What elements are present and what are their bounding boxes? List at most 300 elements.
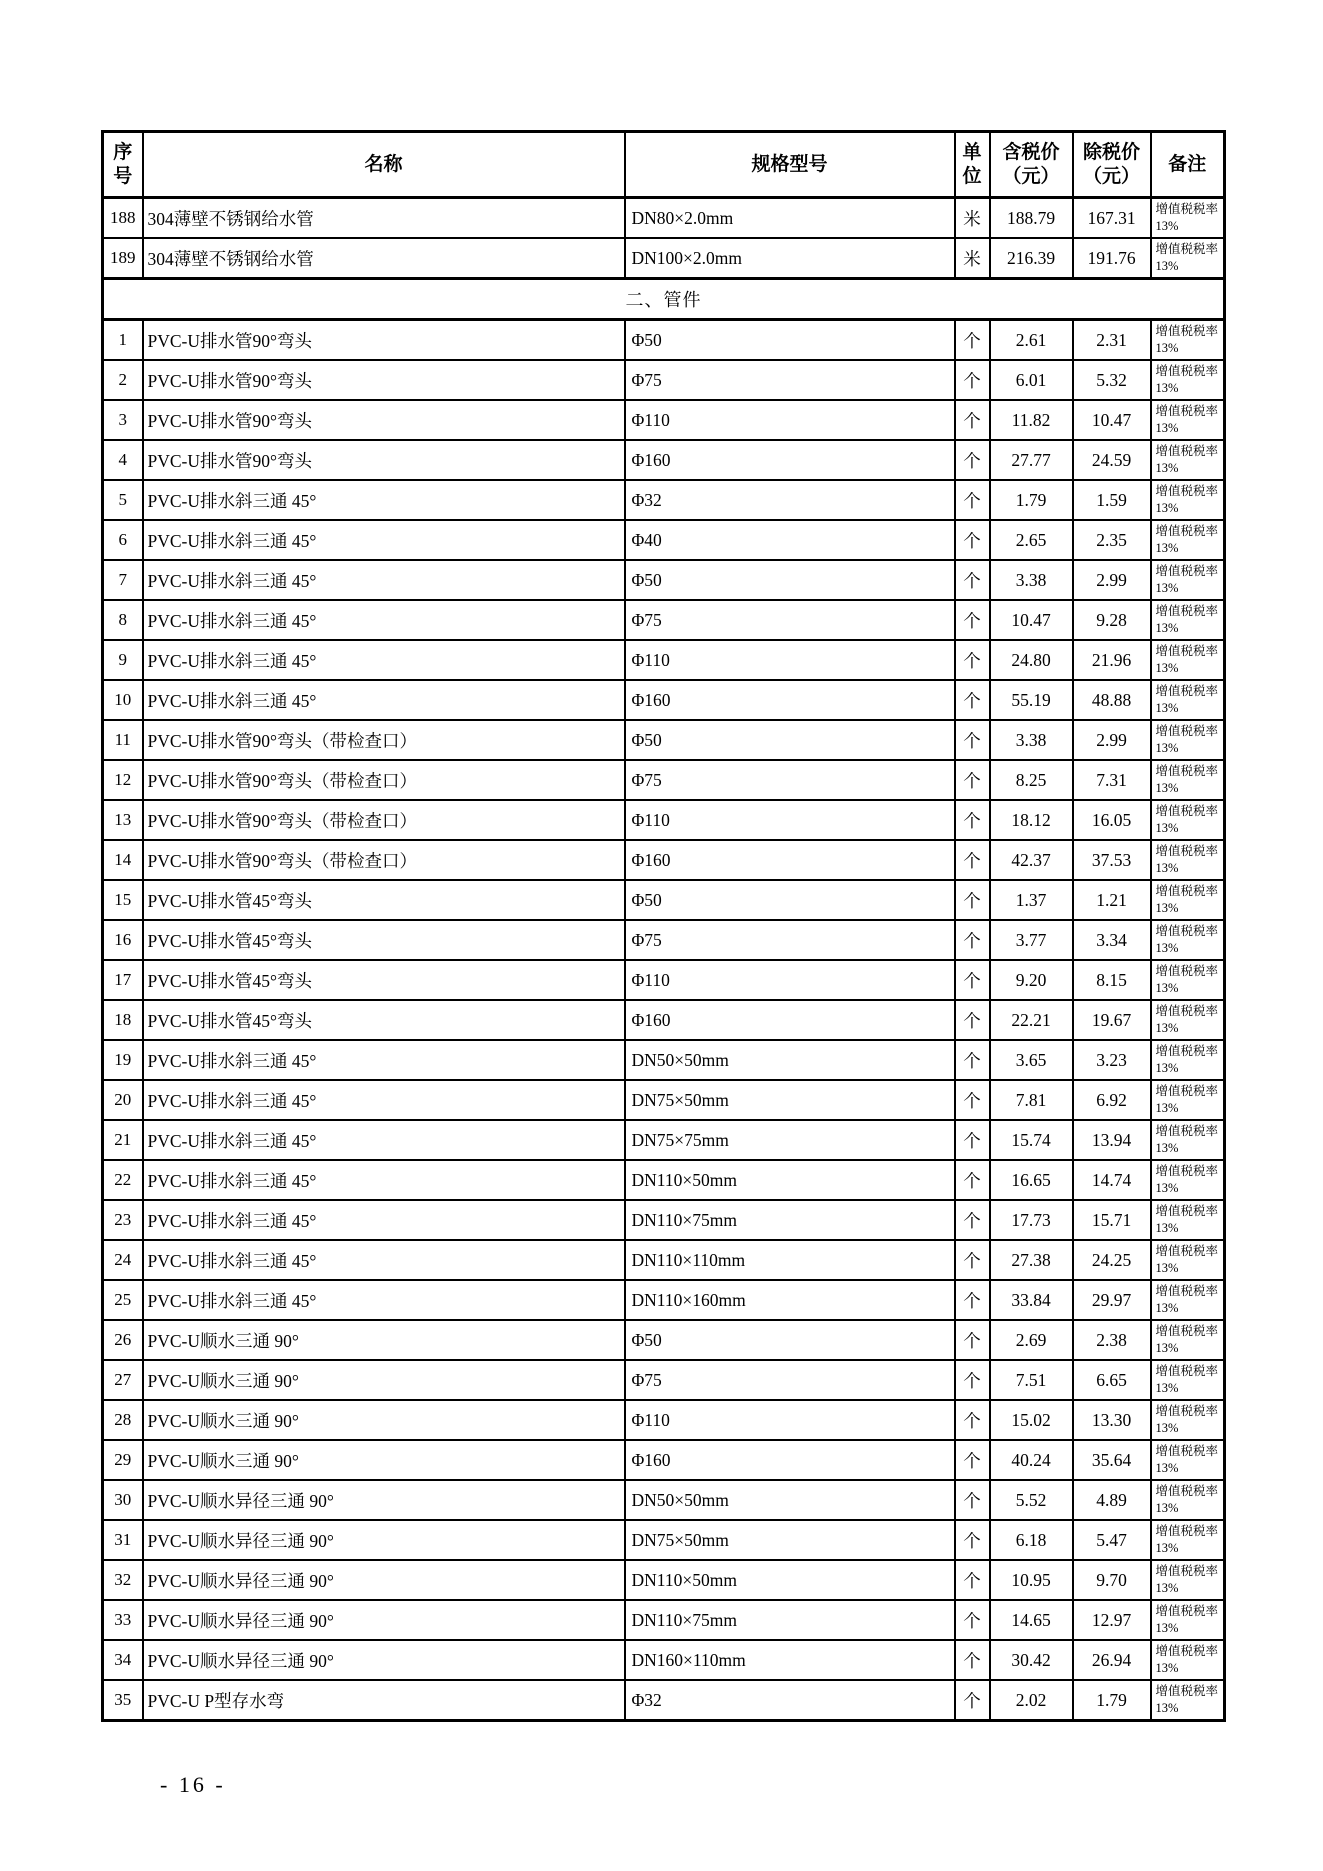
cell-name: PVC-U排水管90°弯头（带检查口）: [143, 720, 625, 760]
cell-remark: 增值税税率13%: [1151, 1520, 1225, 1560]
cell-price-incl-tax: 7.81: [990, 1080, 1073, 1120]
cell-price-incl-tax: 15.02: [990, 1400, 1073, 1440]
cell-serial: 29: [103, 1440, 143, 1480]
cell-remark: 增值税税率13%: [1151, 560, 1225, 600]
cell-serial: 6: [103, 520, 143, 560]
table-row: [103, 680, 1225, 720]
cell-remark: 增值税税率13%: [1151, 640, 1225, 680]
table-row: [103, 1080, 1225, 1120]
cell-remark: 增值税税率13%: [1151, 440, 1225, 480]
cell-price-excl-tax: 12.97: [1073, 1600, 1151, 1640]
cell-unit: 个: [955, 960, 990, 1000]
cell-name: PVC-U排水斜三通 45°: [143, 560, 625, 600]
cell-price-incl-tax: 27.77: [990, 440, 1073, 480]
cell-price-incl-tax: 55.19: [990, 680, 1073, 720]
table-row: [103, 1520, 1225, 1560]
cell-serial: 12: [103, 760, 143, 800]
cell-spec: Φ110: [625, 400, 955, 440]
cell-serial: 17: [103, 960, 143, 1000]
cell-name: PVC-U顺水三通 90°: [143, 1400, 625, 1440]
cell-price-incl-tax: 2.61: [990, 320, 1073, 361]
cell-price-excl-tax: 26.94: [1073, 1640, 1151, 1680]
table-row: [103, 880, 1225, 920]
table-row: [103, 1640, 1225, 1680]
table-row: [103, 400, 1225, 440]
table-row: [103, 1280, 1225, 1320]
cell-unit: 个: [955, 360, 990, 400]
section-label: 二、管件: [103, 279, 1225, 320]
cell-price-incl-tax: 188.79: [990, 198, 1073, 239]
cell-price-excl-tax: 1.21: [1073, 880, 1151, 920]
cell-price-excl-tax: 35.64: [1073, 1440, 1151, 1480]
header-unit: 单位: [955, 132, 990, 198]
cell-remark: 增值税税率13%: [1151, 480, 1225, 520]
cell-name: PVC-U顺水异径三通 90°: [143, 1640, 625, 1680]
cell-price-excl-tax: 9.70: [1073, 1560, 1151, 1600]
cell-price-excl-tax: 2.99: [1073, 560, 1151, 600]
cell-name: PVC-U排水管45°弯头: [143, 920, 625, 960]
cell-price-excl-tax: 10.47: [1073, 400, 1151, 440]
cell-serial: 15: [103, 880, 143, 920]
cell-price-excl-tax: 15.71: [1073, 1200, 1151, 1240]
table-row: [103, 360, 1225, 400]
cell-remark: 增值税税率13%: [1151, 880, 1225, 920]
cell-name: 304薄壁不锈钢给水管: [143, 198, 625, 239]
cell-remark: 增值税税率13%: [1151, 238, 1225, 279]
cell-unit: 个: [955, 640, 990, 680]
cell-price-incl-tax: 8.25: [990, 760, 1073, 800]
cell-remark: 增值税税率13%: [1151, 360, 1225, 400]
cell-price-excl-tax: 2.38: [1073, 1320, 1151, 1360]
cell-price-excl-tax: 48.88: [1073, 680, 1151, 720]
cell-remark: 增值税税率13%: [1151, 920, 1225, 960]
cell-remark: 增值税税率13%: [1151, 960, 1225, 1000]
cell-name: PVC-U排水管90°弯头: [143, 320, 625, 361]
cell-remark: 增值税税率13%: [1151, 1160, 1225, 1200]
cell-spec: Φ160: [625, 1000, 955, 1040]
table-row: [103, 480, 1225, 520]
cell-serial: 9: [103, 640, 143, 680]
cell-serial: 13: [103, 800, 143, 840]
cell-unit: 个: [955, 400, 990, 440]
cell-name: PVC-U排水管90°弯头: [143, 440, 625, 480]
cell-name: 304薄壁不锈钢给水管: [143, 238, 625, 279]
cell-serial: 16: [103, 920, 143, 960]
cell-spec: DN75×50mm: [625, 1520, 955, 1560]
cell-name: PVC-U排水管90°弯头（带检查口）: [143, 800, 625, 840]
cell-name: PVC-U排水斜三通 45°: [143, 600, 625, 640]
cell-serial: 30: [103, 1480, 143, 1520]
cell-remark: 增值税税率13%: [1151, 1680, 1225, 1721]
table-row: [103, 560, 1225, 600]
cell-name: PVC-U排水斜三通 45°: [143, 1280, 625, 1320]
table-row: [103, 1200, 1225, 1240]
cell-price-excl-tax: 191.76: [1073, 238, 1151, 279]
header-price-excl-tax: 除税价（元）: [1073, 132, 1151, 198]
cell-price-excl-tax: 2.35: [1073, 520, 1151, 560]
cell-name: PVC-U排水斜三通 45°: [143, 1120, 625, 1160]
cell-price-excl-tax: 5.47: [1073, 1520, 1151, 1560]
cell-name: PVC-U排水管90°弯头（带检查口）: [143, 760, 625, 800]
cell-name: PVC-U排水斜三通 45°: [143, 1240, 625, 1280]
cell-price-incl-tax: 24.80: [990, 640, 1073, 680]
cell-name: PVC-U顺水三通 90°: [143, 1360, 625, 1400]
cell-price-excl-tax: 24.59: [1073, 440, 1151, 480]
table-row: [103, 640, 1225, 680]
cell-unit: 个: [955, 1000, 990, 1040]
cell-serial: 31: [103, 1520, 143, 1560]
cell-price-excl-tax: 3.23: [1073, 1040, 1151, 1080]
cell-spec: DN110×50mm: [625, 1560, 955, 1600]
cell-unit: 个: [955, 1680, 990, 1721]
cell-unit: 个: [955, 1080, 990, 1120]
cell-price-excl-tax: 19.67: [1073, 1000, 1151, 1040]
cell-price-excl-tax: 2.31: [1073, 320, 1151, 361]
cell-unit: 个: [955, 1360, 990, 1400]
cell-unit: 个: [955, 1320, 990, 1360]
cell-remark: 增值税税率13%: [1151, 1280, 1225, 1320]
cell-remark: 增值税税率13%: [1151, 840, 1225, 880]
cell-remark: 增值税税率13%: [1151, 400, 1225, 440]
cell-price-incl-tax: 40.24: [990, 1440, 1073, 1480]
cell-spec: Φ160: [625, 440, 955, 480]
table-row: [103, 600, 1225, 640]
table-row: [103, 520, 1225, 560]
table-row: [103, 1040, 1225, 1080]
cell-spec: Φ75: [625, 600, 955, 640]
cell-unit: 个: [955, 800, 990, 840]
table-row: [103, 1560, 1225, 1600]
cell-remark: 增值税税率13%: [1151, 760, 1225, 800]
cell-serial: 34: [103, 1640, 143, 1680]
cell-price-incl-tax: 15.74: [990, 1120, 1073, 1160]
cell-spec: Φ50: [625, 1320, 955, 1360]
cell-price-excl-tax: 2.99: [1073, 720, 1151, 760]
cell-price-excl-tax: 1.59: [1073, 480, 1151, 520]
cell-unit: 个: [955, 520, 990, 560]
cell-serial: 14: [103, 840, 143, 880]
table-row: [103, 1360, 1225, 1400]
cell-spec: DN160×110mm: [625, 1640, 955, 1680]
table-row: [103, 440, 1225, 480]
cell-remark: 增值税税率13%: [1151, 320, 1225, 361]
cell-name: PVC-U顺水异径三通 90°: [143, 1480, 625, 1520]
cell-price-excl-tax: 5.32: [1073, 360, 1151, 400]
cell-price-incl-tax: 3.65: [990, 1040, 1073, 1080]
cell-serial: 20: [103, 1080, 143, 1120]
table-row: [103, 1680, 1225, 1721]
cell-name: PVC-U顺水异径三通 90°: [143, 1560, 625, 1600]
cell-spec: Φ75: [625, 920, 955, 960]
cell-unit: 个: [955, 680, 990, 720]
cell-price-excl-tax: 21.96: [1073, 640, 1151, 680]
cell-price-incl-tax: 30.42: [990, 1640, 1073, 1680]
cell-unit: 个: [955, 1120, 990, 1160]
cell-unit: 个: [955, 480, 990, 520]
cell-price-incl-tax: 18.12: [990, 800, 1073, 840]
cell-spec: Φ110: [625, 800, 955, 840]
cell-serial: 189: [103, 238, 143, 279]
cell-serial: 23: [103, 1200, 143, 1240]
cell-unit: 个: [955, 560, 990, 600]
cell-price-incl-tax: 27.38: [990, 1240, 1073, 1280]
table-row: [103, 1600, 1225, 1640]
cell-serial: 25: [103, 1280, 143, 1320]
cell-unit: 个: [955, 1160, 990, 1200]
table-row: [103, 238, 1225, 279]
cell-spec: DN110×75mm: [625, 1600, 955, 1640]
cell-spec: Φ32: [625, 1680, 955, 1721]
cell-price-incl-tax: 42.37: [990, 840, 1073, 880]
cell-price-excl-tax: 8.15: [1073, 960, 1151, 1000]
cell-price-excl-tax: 14.74: [1073, 1160, 1151, 1200]
cell-spec: Φ50: [625, 320, 955, 361]
cell-remark: 增值税税率13%: [1151, 600, 1225, 640]
cell-serial: 1: [103, 320, 143, 361]
cell-remark: 增值税税率13%: [1151, 680, 1225, 720]
cell-spec: DN110×75mm: [625, 1200, 955, 1240]
cell-name: PVC-U排水管45°弯头: [143, 880, 625, 920]
table-row: [103, 1240, 1225, 1280]
cell-unit: 个: [955, 1440, 990, 1480]
cell-unit: 米: [955, 238, 990, 279]
cell-serial: 27: [103, 1360, 143, 1400]
cell-price-incl-tax: 11.82: [990, 400, 1073, 440]
cell-price-incl-tax: 10.47: [990, 600, 1073, 640]
cell-price-incl-tax: 14.65: [990, 1600, 1073, 1640]
cell-remark: 增值税税率13%: [1151, 198, 1225, 239]
cell-spec: Φ110: [625, 1400, 955, 1440]
table-row: [103, 1160, 1225, 1200]
cell-unit: 个: [955, 440, 990, 480]
cell-remark: 增值税税率13%: [1151, 1120, 1225, 1160]
cell-price-excl-tax: 24.25: [1073, 1240, 1151, 1280]
cell-unit: 个: [955, 600, 990, 640]
cell-price-incl-tax: 3.38: [990, 560, 1073, 600]
cell-unit: 个: [955, 1040, 990, 1080]
cell-spec: DN75×75mm: [625, 1120, 955, 1160]
cell-price-excl-tax: 16.05: [1073, 800, 1151, 840]
cell-unit: 个: [955, 1200, 990, 1240]
cell-price-incl-tax: 16.65: [990, 1160, 1073, 1200]
cell-price-excl-tax: 4.89: [1073, 1480, 1151, 1520]
table-row: [103, 840, 1225, 880]
cell-serial: 32: [103, 1560, 143, 1600]
cell-remark: 增值税税率13%: [1151, 1240, 1225, 1280]
cell-unit: 个: [955, 320, 990, 361]
table-row: [103, 1000, 1225, 1040]
header-price-incl-tax: 含税价（元）: [990, 132, 1073, 198]
cell-unit: 个: [955, 840, 990, 880]
cell-remark: 增值税税率13%: [1151, 720, 1225, 760]
cell-name: PVC-U排水斜三通 45°: [143, 1160, 625, 1200]
cell-serial: 33: [103, 1600, 143, 1640]
cell-unit: 个: [955, 880, 990, 920]
table-row: [103, 1400, 1225, 1440]
cell-spec: Φ160: [625, 840, 955, 880]
table-row: [103, 720, 1225, 760]
cell-unit: 个: [955, 1640, 990, 1680]
cell-serial: 3: [103, 400, 143, 440]
cell-spec: Φ75: [625, 760, 955, 800]
cell-serial: 2: [103, 360, 143, 400]
cell-unit: 个: [955, 1400, 990, 1440]
cell-spec: Φ75: [625, 360, 955, 400]
cell-price-incl-tax: 216.39: [990, 238, 1073, 279]
cell-serial: 5: [103, 480, 143, 520]
cell-unit: 个: [955, 1560, 990, 1600]
cell-serial: 8: [103, 600, 143, 640]
cell-serial: 18: [103, 1000, 143, 1040]
cell-price-incl-tax: 22.21: [990, 1000, 1073, 1040]
cell-spec: Φ110: [625, 640, 955, 680]
price-table-body: [103, 198, 1225, 1721]
cell-name: PVC-U排水管90°弯头（带检查口）: [143, 840, 625, 880]
cell-spec: DN110×50mm: [625, 1160, 955, 1200]
cell-price-incl-tax: 6.18: [990, 1520, 1073, 1560]
table-header-row: [103, 132, 1225, 198]
cell-serial: 4: [103, 440, 143, 480]
cell-serial: 11: [103, 720, 143, 760]
header-serial: 序号: [103, 132, 143, 198]
cell-remark: 增值税税率13%: [1151, 1480, 1225, 1520]
table-row: [103, 198, 1225, 239]
cell-serial: 28: [103, 1400, 143, 1440]
cell-price-incl-tax: 3.77: [990, 920, 1073, 960]
cell-unit: 个: [955, 1480, 990, 1520]
cell-name: PVC-U排水斜三通 45°: [143, 1080, 625, 1120]
cell-spec: Φ110: [625, 960, 955, 1000]
cell-price-excl-tax: 37.53: [1073, 840, 1151, 880]
cell-unit: 个: [955, 920, 990, 960]
cell-name: PVC-U顺水三通 90°: [143, 1440, 625, 1480]
cell-price-excl-tax: 1.79: [1073, 1680, 1151, 1721]
cell-remark: 增值税税率13%: [1151, 1360, 1225, 1400]
cell-spec: Φ50: [625, 880, 955, 920]
cell-spec: DN110×160mm: [625, 1280, 955, 1320]
header-remark: 备注: [1151, 132, 1225, 198]
cell-price-incl-tax: 7.51: [990, 1360, 1073, 1400]
cell-remark: 增值税税率13%: [1151, 520, 1225, 560]
cell-spec: DN50×50mm: [625, 1480, 955, 1520]
cell-name: PVC-U排水斜三通 45°: [143, 680, 625, 720]
cell-remark: 增值税税率13%: [1151, 1000, 1225, 1040]
cell-name: PVC-U排水管45°弯头: [143, 960, 625, 1000]
cell-serial: 26: [103, 1320, 143, 1360]
cell-remark: 增值税税率13%: [1151, 800, 1225, 840]
cell-serial: 21: [103, 1120, 143, 1160]
table-row: [103, 1320, 1225, 1360]
cell-unit: 个: [955, 1240, 990, 1280]
cell-price-incl-tax: 1.79: [990, 480, 1073, 520]
cell-price-incl-tax: 5.52: [990, 1480, 1073, 1520]
cell-remark: 增值税税率13%: [1151, 1320, 1225, 1360]
cell-price-incl-tax: 6.01: [990, 360, 1073, 400]
cell-serial: 35: [103, 1680, 143, 1721]
cell-price-excl-tax: 3.34: [1073, 920, 1151, 960]
cell-remark: 增值税税率13%: [1151, 1200, 1225, 1240]
cell-spec: DN80×2.0mm: [625, 198, 955, 239]
cell-name: PVC-U排水管90°弯头: [143, 400, 625, 440]
cell-spec: Φ160: [625, 680, 955, 720]
cell-serial: 7: [103, 560, 143, 600]
cell-spec: Φ160: [625, 1440, 955, 1480]
cell-price-incl-tax: 17.73: [990, 1200, 1073, 1240]
table-row: [103, 1480, 1225, 1520]
cell-price-incl-tax: 2.65: [990, 520, 1073, 560]
cell-spec: Φ50: [625, 720, 955, 760]
cell-name: PVC-U顺水异径三通 90°: [143, 1600, 625, 1640]
cell-spec: DN75×50mm: [625, 1080, 955, 1120]
cell-spec: DN100×2.0mm: [625, 238, 955, 279]
cell-price-excl-tax: 13.30: [1073, 1400, 1151, 1440]
cell-price-incl-tax: 2.02: [990, 1680, 1073, 1721]
cell-price-excl-tax: 29.97: [1073, 1280, 1151, 1320]
cell-price-excl-tax: 6.92: [1073, 1080, 1151, 1120]
cell-serial: 22: [103, 1160, 143, 1200]
cell-serial: 24: [103, 1240, 143, 1280]
cell-name: PVC-U排水斜三通 45°: [143, 480, 625, 520]
cell-price-incl-tax: 2.69: [990, 1320, 1073, 1360]
cell-unit: 个: [955, 760, 990, 800]
cell-name: PVC-U排水斜三通 45°: [143, 1200, 625, 1240]
cell-price-excl-tax: 9.28: [1073, 600, 1151, 640]
cell-name: PVC-U排水斜三通 45°: [143, 520, 625, 560]
cell-price-incl-tax: 33.84: [990, 1280, 1073, 1320]
price-table: [101, 130, 1226, 1722]
cell-price-incl-tax: 10.95: [990, 1560, 1073, 1600]
table-row: [103, 320, 1225, 361]
cell-serial: 10: [103, 680, 143, 720]
cell-remark: 增值税税率13%: [1151, 1640, 1225, 1680]
cell-price-excl-tax: 6.65: [1073, 1360, 1151, 1400]
cell-spec: Φ50: [625, 560, 955, 600]
cell-remark: 增值税税率13%: [1151, 1400, 1225, 1440]
cell-price-incl-tax: 1.37: [990, 880, 1073, 920]
cell-name: PVC-U排水管90°弯头: [143, 360, 625, 400]
cell-name: PVC-U顺水三通 90°: [143, 1320, 625, 1360]
cell-price-incl-tax: 9.20: [990, 960, 1073, 1000]
table-row: [103, 760, 1225, 800]
cell-price-excl-tax: 7.31: [1073, 760, 1151, 800]
cell-spec: DN110×110mm: [625, 1240, 955, 1280]
cell-unit: 个: [955, 1520, 990, 1560]
cell-serial: 188: [103, 198, 143, 239]
cell-remark: 增值税税率13%: [1151, 1440, 1225, 1480]
cell-serial: 19: [103, 1040, 143, 1080]
table-row: [103, 960, 1225, 1000]
cell-unit: 个: [955, 720, 990, 760]
cell-name: PVC-U排水斜三通 45°: [143, 640, 625, 680]
page-number: - 16 -: [160, 1772, 226, 1797]
cell-unit: 个: [955, 1600, 990, 1640]
section-row: [103, 279, 1225, 320]
table-row: [103, 1120, 1225, 1160]
cell-remark: 增值税税率13%: [1151, 1080, 1225, 1120]
cell-unit: 个: [955, 1280, 990, 1320]
cell-price-excl-tax: 167.31: [1073, 198, 1151, 239]
cell-name: PVC-U排水管45°弯头: [143, 1000, 625, 1040]
cell-name: PVC-U顺水异径三通 90°: [143, 1520, 625, 1560]
header-spec: 规格型号: [625, 132, 955, 198]
cell-name: PVC-U排水斜三通 45°: [143, 1040, 625, 1080]
cell-unit: 米: [955, 198, 990, 239]
cell-remark: 增值税税率13%: [1151, 1600, 1225, 1640]
cell-spec: DN50×50mm: [625, 1040, 955, 1080]
table-row: [103, 920, 1225, 960]
cell-name: PVC-U P型存水弯: [143, 1680, 625, 1721]
cell-remark: 增值税税率13%: [1151, 1040, 1225, 1080]
